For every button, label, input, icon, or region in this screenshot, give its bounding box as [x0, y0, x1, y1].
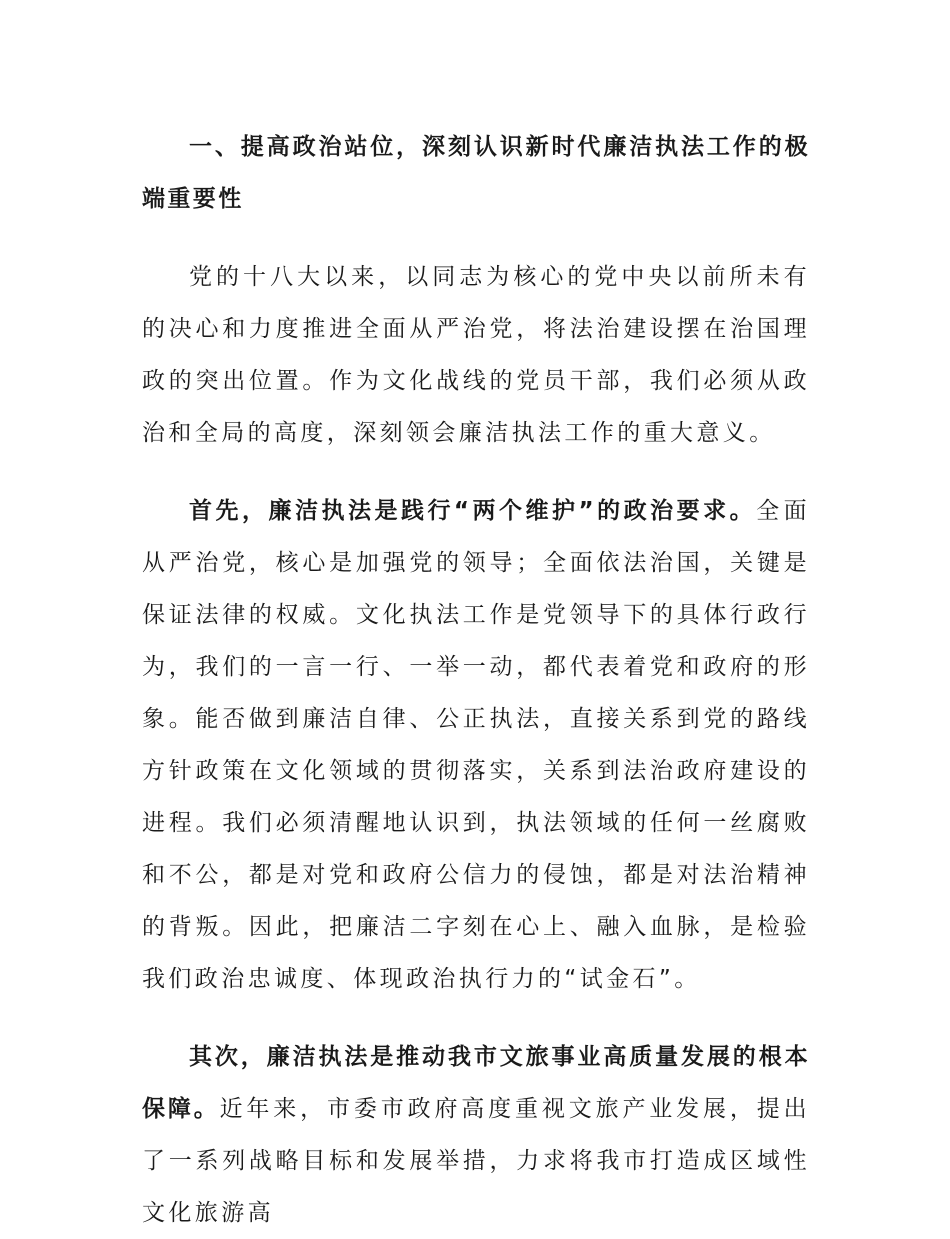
paragraph-text: 党的十八大以来，以同志为核心的党中央以前所未有的决心和力度推进全面从严治党，将法治建设摆在治国理政的突出位置。作为文化战线的党员干部，我们必须从政治和全局的高度，深刻领会廉洁执法工作的重大意义。 — [142, 264, 810, 446]
section-heading: 一、提高政治站位，深刻认识新时代廉洁执法工作的极端重要性 — [142, 134, 810, 212]
paragraph-lead: 其次，廉洁执法是推动我市文旅事业高质量发展的根本保障。 — [142, 1044, 810, 1122]
paragraph-lead: 首先，廉洁执法是践行“两个维护”的政治要求。 — [189, 498, 757, 524]
paragraph-second — [142, 1031, 810, 1239]
paragraph-first — [142, 485, 810, 1005]
paragraph-intro — [142, 251, 810, 459]
document-body — [142, 121, 810, 1239]
paragraph-text: 全面从严治党，核心是加强党的领导；全面依法治国，关键是保证法律的权威。文化执法工作是党领导下的具体行政行为，我们的一言一行、一举一动，都代表着党和政府的形象。能否做到廉洁自律、公正执法，直接关系到党的路线方针政策在文化领域的贯彻落实，关系到法治政府建设的进程。我们必须清醒地认识到，执法领域的任何一丝腐败和不公，都是对党和政府公信力的侵蚀，都是对法治精神的背叛。因此，把廉洁二字刻在心上、融入血脉，是检验我们政治忠诚度、体现政治执行力的“试金石”。 — [142, 498, 810, 992]
paragraph-text: 近年来，市委市政府高度重视文旅产业发展，提出了一系列战略目标和发展举措，力求将我市打造成区域性文化旅游高 — [142, 1096, 810, 1226]
